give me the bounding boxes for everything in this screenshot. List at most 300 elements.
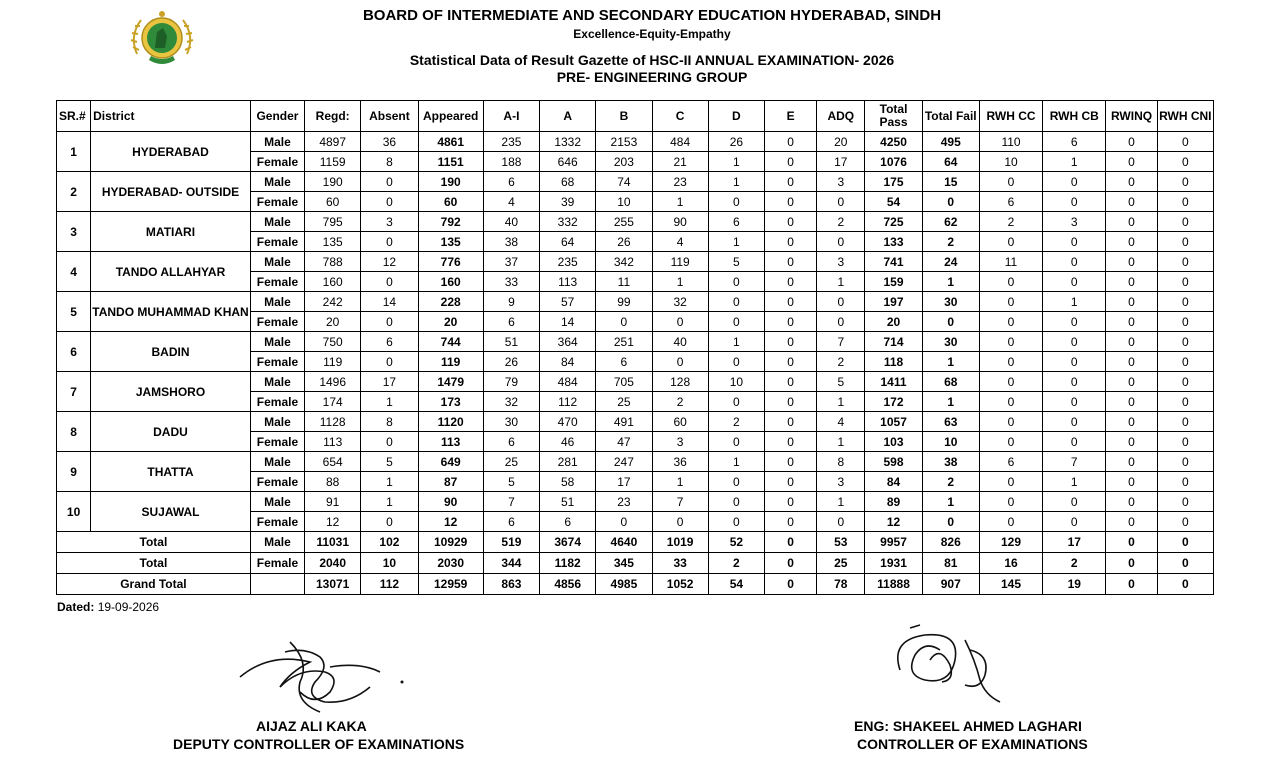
value-cell: 2040: [305, 553, 361, 574]
value-cell: 60: [418, 192, 483, 212]
value-cell: 0: [1157, 472, 1213, 492]
value-cell: 10: [922, 432, 979, 452]
value-cell: 3: [817, 472, 865, 492]
total-label: Grand Total: [57, 574, 251, 595]
gender-cell: Male: [250, 172, 304, 192]
value-cell: 4: [483, 192, 539, 212]
gender-cell: Female: [250, 512, 304, 532]
value-cell: 0: [764, 292, 816, 312]
value-cell: 10: [708, 372, 764, 392]
gender-cell: Male: [250, 492, 304, 512]
gender-cell: Female: [250, 152, 304, 172]
value-cell: 0: [708, 432, 764, 452]
value-cell: 0: [764, 452, 816, 472]
value-cell: 0: [1106, 212, 1157, 232]
value-cell: 54: [865, 192, 922, 212]
value-cell: 705: [596, 372, 652, 392]
value-cell: 1931: [865, 553, 922, 574]
value-cell: 345: [596, 553, 652, 574]
value-cell: 21: [652, 152, 708, 172]
value-cell: 0: [1043, 352, 1106, 372]
district-cell: BADIN: [91, 332, 251, 372]
value-cell: 242: [305, 292, 361, 312]
value-cell: 4856: [540, 574, 596, 595]
value-cell: 6: [1043, 132, 1106, 152]
value-cell: 26: [483, 352, 539, 372]
value-cell: 598: [865, 452, 922, 472]
value-cell: 119: [652, 252, 708, 272]
value-cell: 0: [708, 192, 764, 212]
value-cell: 0: [708, 272, 764, 292]
value-cell: 17: [596, 472, 652, 492]
value-cell: 0: [1043, 332, 1106, 352]
value-cell: 4897: [305, 132, 361, 152]
value-cell: 332: [540, 212, 596, 232]
value-cell: 0: [1043, 392, 1106, 412]
value-cell: 1479: [418, 372, 483, 392]
value-cell: 1: [922, 272, 979, 292]
value-cell: 0: [1106, 332, 1157, 352]
value-cell: 84: [540, 352, 596, 372]
value-cell: 744: [418, 332, 483, 352]
value-cell: 102: [361, 532, 418, 553]
value-cell: 0: [922, 312, 979, 332]
value-cell: 24: [922, 252, 979, 272]
value-cell: 495: [922, 132, 979, 152]
value-cell: 907: [922, 574, 979, 595]
value-cell: 714: [865, 332, 922, 352]
gender-cell: Male: [250, 452, 304, 472]
value-cell: 0: [708, 472, 764, 492]
value-cell: 0: [1157, 392, 1213, 412]
value-cell: 6: [979, 192, 1042, 212]
value-cell: 32: [483, 392, 539, 412]
value-cell: 14: [361, 292, 418, 312]
value-cell: 0: [1043, 312, 1106, 332]
value-cell: 3: [817, 172, 865, 192]
value-cell: 17: [361, 372, 418, 392]
value-cell: 133: [865, 232, 922, 252]
value-cell: 64: [540, 232, 596, 252]
value-cell: 1: [1043, 292, 1106, 312]
value-cell: 113: [305, 432, 361, 452]
value-cell: 0: [979, 352, 1042, 372]
value-cell: 119: [305, 352, 361, 372]
value-cell: 725: [865, 212, 922, 232]
value-cell: 68: [540, 172, 596, 192]
value-cell: 1496: [305, 372, 361, 392]
value-cell: 74: [596, 172, 652, 192]
value-cell: 251: [596, 332, 652, 352]
value-cell: 119: [418, 352, 483, 372]
value-cell: 51: [540, 492, 596, 512]
value-cell: 6: [708, 212, 764, 232]
value-cell: 1: [361, 392, 418, 412]
value-cell: 7: [652, 492, 708, 512]
value-cell: 0: [979, 332, 1042, 352]
value-cell: 17: [1043, 532, 1106, 553]
value-cell: 64: [922, 152, 979, 172]
total-row: [57, 574, 1214, 595]
total-label: Total: [57, 532, 251, 553]
value-cell: 12959: [418, 574, 483, 595]
value-cell: 30: [483, 412, 539, 432]
district-cell: DADU: [91, 412, 251, 452]
value-cell: 235: [483, 132, 539, 152]
value-cell: 0: [817, 292, 865, 312]
district-cell: THATTA: [91, 452, 251, 492]
value-cell: 0: [979, 492, 1042, 512]
value-cell: 4250: [865, 132, 922, 152]
value-cell: 15: [922, 172, 979, 192]
table-row: [57, 452, 1214, 472]
district-cell: HYDERABAD: [91, 132, 251, 172]
value-cell: 470: [540, 412, 596, 432]
value-cell: 25: [817, 553, 865, 574]
value-cell: 197: [865, 292, 922, 312]
col-header-gender: Gender: [250, 101, 304, 132]
value-cell: 46: [540, 432, 596, 452]
value-cell: 52: [708, 532, 764, 553]
value-cell: 112: [361, 574, 418, 595]
value-cell: 26: [596, 232, 652, 252]
report-title: Statistical Data of Result Gazette of HSC-II ANNUAL EXAMINATION- 2026: [409, 52, 895, 68]
value-cell: 159: [865, 272, 922, 292]
gender-cell: Female: [250, 232, 304, 252]
value-cell: 12: [865, 512, 922, 532]
value-cell: 1: [1043, 472, 1106, 492]
value-cell: 281: [540, 452, 596, 472]
value-cell: 7: [483, 492, 539, 512]
value-cell: 0: [1043, 172, 1106, 192]
value-cell: 10: [596, 192, 652, 212]
value-cell: 1076: [865, 152, 922, 172]
value-cell: 0: [1157, 292, 1213, 312]
value-cell: 25: [596, 392, 652, 412]
deputy-controller-name: AIJAZ ALI KAKA: [256, 718, 367, 734]
sr-cell: 6: [57, 332, 91, 372]
gender-cell: Female: [250, 472, 304, 492]
value-cell: 160: [418, 272, 483, 292]
district-cell: MATIARI: [91, 212, 251, 252]
value-cell: 11031: [305, 532, 361, 553]
value-cell: 10: [979, 152, 1042, 172]
value-cell: 0: [1157, 272, 1213, 292]
value-cell: 1: [652, 192, 708, 212]
value-cell: 0: [764, 412, 816, 432]
value-cell: 0: [1043, 512, 1106, 532]
value-cell: 0: [764, 212, 816, 232]
value-cell: 9957: [865, 532, 922, 553]
value-cell: 776: [418, 252, 483, 272]
value-cell: 5: [708, 252, 764, 272]
value-cell: 20: [817, 132, 865, 152]
district-cell: HYDERABAD- OUTSIDE: [91, 172, 251, 212]
value-cell: 4: [817, 412, 865, 432]
value-cell: 0: [979, 412, 1042, 432]
value-cell: 0: [764, 492, 816, 512]
value-cell: 128: [652, 372, 708, 392]
value-cell: 47: [596, 432, 652, 452]
value-cell: 6: [596, 352, 652, 372]
value-cell: 113: [418, 432, 483, 452]
value-cell: 4985: [596, 574, 652, 595]
value-cell: 0: [764, 512, 816, 532]
value-cell: 0: [1106, 152, 1157, 172]
value-cell: 5: [817, 372, 865, 392]
value-cell: 0: [1106, 252, 1157, 272]
value-cell: 0: [1106, 472, 1157, 492]
value-cell: 145: [979, 574, 1042, 595]
value-cell: 63: [922, 412, 979, 432]
value-cell: 741: [865, 252, 922, 272]
value-cell: 1: [652, 472, 708, 492]
table-row: [57, 492, 1214, 512]
value-cell: 99: [596, 292, 652, 312]
col-header-appeared: Appeared: [418, 101, 483, 132]
value-cell: 0: [764, 132, 816, 152]
value-cell: 0: [1157, 512, 1213, 532]
table-row: [57, 172, 1214, 192]
dated-value: 19-09-2026: [97, 600, 160, 614]
value-cell: 0: [1106, 292, 1157, 312]
col-header-a: A: [540, 101, 596, 132]
value-cell: 0: [979, 312, 1042, 332]
value-cell: 0: [708, 492, 764, 512]
value-cell: 53: [817, 532, 865, 553]
value-cell: 0: [1106, 452, 1157, 472]
value-cell: 1: [652, 272, 708, 292]
sr-cell: 4: [57, 252, 91, 292]
total-row: [57, 532, 1214, 553]
value-cell: 103: [865, 432, 922, 452]
value-cell: 78: [817, 574, 865, 595]
value-cell: 484: [540, 372, 596, 392]
value-cell: 4861: [418, 132, 483, 152]
value-cell: 0: [764, 272, 816, 292]
controller-title: CONTROLLER OF EXAMINATIONS: [857, 736, 1088, 752]
value-cell: 0: [1106, 372, 1157, 392]
value-cell: 1: [817, 432, 865, 452]
value-cell: 2030: [418, 553, 483, 574]
sr-cell: 2: [57, 172, 91, 212]
gender-cell: Female: [250, 192, 304, 212]
value-cell: 11888: [865, 574, 922, 595]
value-cell: 2: [922, 232, 979, 252]
value-cell: 0: [764, 574, 816, 595]
value-cell: 79: [483, 372, 539, 392]
value-cell: 3: [1043, 212, 1106, 232]
value-cell: 0: [1157, 452, 1213, 472]
deputy-controller-title: DEPUTY CONTROLLER OF EXAMINATIONS: [173, 736, 465, 752]
value-cell: 646: [540, 152, 596, 172]
col-header-total-pass: Total Pass: [865, 101, 922, 132]
value-cell: 0: [764, 232, 816, 252]
value-cell: 6: [483, 172, 539, 192]
value-cell: 750: [305, 332, 361, 352]
value-cell: 1128: [305, 412, 361, 432]
value-cell: 6: [540, 512, 596, 532]
value-cell: 37: [483, 252, 539, 272]
value-cell: 0: [1043, 412, 1106, 432]
value-cell: 172: [865, 392, 922, 412]
value-cell: 0: [1106, 412, 1157, 432]
gender-cell: Female: [250, 432, 304, 452]
value-cell: 0: [1043, 232, 1106, 252]
signature-controller: [880, 620, 1030, 710]
value-cell: 0: [708, 512, 764, 532]
col-header-a-one: A-I: [483, 101, 539, 132]
value-cell: 2: [708, 553, 764, 574]
value-cell: 84: [865, 472, 922, 492]
value-cell: 0: [764, 553, 816, 574]
value-cell: 0: [596, 512, 652, 532]
sr-cell: 9: [57, 452, 91, 492]
value-cell: 36: [361, 132, 418, 152]
value-cell: 519: [483, 532, 539, 553]
sr-cell: 10: [57, 492, 91, 532]
value-cell: 0: [979, 232, 1042, 252]
table-row: [57, 252, 1214, 272]
value-cell: 0: [361, 172, 418, 192]
value-cell: 863: [483, 574, 539, 595]
value-cell: 0: [817, 192, 865, 212]
table-body: [57, 132, 1214, 595]
sr-cell: 3: [57, 212, 91, 252]
value-cell: 3674: [540, 532, 596, 553]
value-cell: 0: [1157, 232, 1213, 252]
value-cell: 235: [540, 252, 596, 272]
value-cell: 1: [817, 492, 865, 512]
value-cell: 0: [1157, 412, 1213, 432]
value-cell: 2: [979, 212, 1042, 232]
value-cell: 0: [764, 352, 816, 372]
sr-cell: 1: [57, 132, 91, 172]
sr-cell: 5: [57, 292, 91, 332]
district-cell: SUJAWAL: [91, 492, 251, 532]
col-header-d: D: [708, 101, 764, 132]
value-cell: 9: [483, 292, 539, 312]
table-row: [57, 212, 1214, 232]
col-header-total-fail: Total Fail: [922, 101, 979, 132]
value-cell: 0: [764, 252, 816, 272]
value-cell: 89: [865, 492, 922, 512]
value-cell: 33: [652, 553, 708, 574]
value-cell: 0: [361, 352, 418, 372]
value-cell: 0: [1157, 332, 1213, 352]
value-cell: 17: [817, 152, 865, 172]
value-cell: 113: [540, 272, 596, 292]
value-cell: 135: [305, 232, 361, 252]
value-cell: 0: [1106, 532, 1157, 553]
gender-cell: Female: [250, 272, 304, 292]
value-cell: 1: [1043, 152, 1106, 172]
value-cell: 0: [1106, 192, 1157, 212]
date-line: [57, 600, 159, 614]
value-cell: 23: [652, 172, 708, 192]
value-cell: 2: [1043, 553, 1106, 574]
value-cell: 20: [865, 312, 922, 332]
value-cell: 0: [708, 312, 764, 332]
value-cell: 0: [764, 312, 816, 332]
value-cell: 0: [1106, 272, 1157, 292]
value-cell: 0: [361, 512, 418, 532]
value-cell: 2: [708, 412, 764, 432]
value-cell: 247: [596, 452, 652, 472]
value-cell: 2153: [596, 132, 652, 152]
value-cell: 13071: [305, 574, 361, 595]
value-cell: 0: [708, 352, 764, 372]
value-cell: 0: [817, 232, 865, 252]
gender-cell: Male: [250, 372, 304, 392]
value-cell: 1159: [305, 152, 361, 172]
value-cell: 0: [1043, 192, 1106, 212]
gender-cell: Male: [250, 252, 304, 272]
value-cell: 203: [596, 152, 652, 172]
value-cell: 32: [652, 292, 708, 312]
value-cell: 0: [1157, 152, 1213, 172]
col-header-b: B: [596, 101, 652, 132]
value-cell: 0: [979, 392, 1042, 412]
value-cell: 11: [596, 272, 652, 292]
value-cell: 1411: [865, 372, 922, 392]
value-cell: 190: [305, 172, 361, 192]
value-cell: 0: [361, 192, 418, 212]
value-cell: 20: [305, 312, 361, 332]
value-cell: 654: [305, 452, 361, 472]
table-header-row: [57, 101, 1214, 132]
group-title: PRE- ENGINEERING GROUP: [556, 69, 748, 85]
value-cell: 174: [305, 392, 361, 412]
value-cell: 110: [979, 132, 1042, 152]
value-cell: 8: [361, 412, 418, 432]
value-cell: 1052: [652, 574, 708, 595]
value-cell: 0: [1106, 132, 1157, 152]
value-cell: 344: [483, 553, 539, 574]
value-cell: 1057: [865, 412, 922, 432]
value-cell: 0: [361, 432, 418, 452]
value-cell: 188: [483, 152, 539, 172]
district-cell: JAMSHORO: [91, 372, 251, 412]
value-cell: 0: [817, 512, 865, 532]
value-cell: 0: [1106, 512, 1157, 532]
value-cell: 0: [1157, 532, 1213, 553]
value-cell: 90: [418, 492, 483, 512]
value-cell: 26: [708, 132, 764, 152]
value-cell: 0: [1157, 312, 1213, 332]
value-cell: 30: [922, 292, 979, 312]
value-cell: 6: [979, 452, 1042, 472]
gender-cell: Male: [250, 132, 304, 152]
col-header-adq: ADQ: [817, 101, 865, 132]
value-cell: 0: [1106, 574, 1157, 595]
value-cell: 6: [483, 432, 539, 452]
value-cell: 0: [922, 512, 979, 532]
value-cell: 0: [979, 272, 1042, 292]
value-cell: 160: [305, 272, 361, 292]
gender-cell: Female: [250, 312, 304, 332]
value-cell: 10929: [418, 532, 483, 553]
value-cell: 1182: [540, 553, 596, 574]
value-cell: 88: [305, 472, 361, 492]
value-cell: 33: [483, 272, 539, 292]
sr-cell: 8: [57, 412, 91, 452]
value-cell: 25: [483, 452, 539, 472]
value-cell: 228: [418, 292, 483, 312]
gender-cell: Male: [250, 532, 304, 553]
value-cell: 1: [708, 232, 764, 252]
value-cell: 118: [865, 352, 922, 372]
